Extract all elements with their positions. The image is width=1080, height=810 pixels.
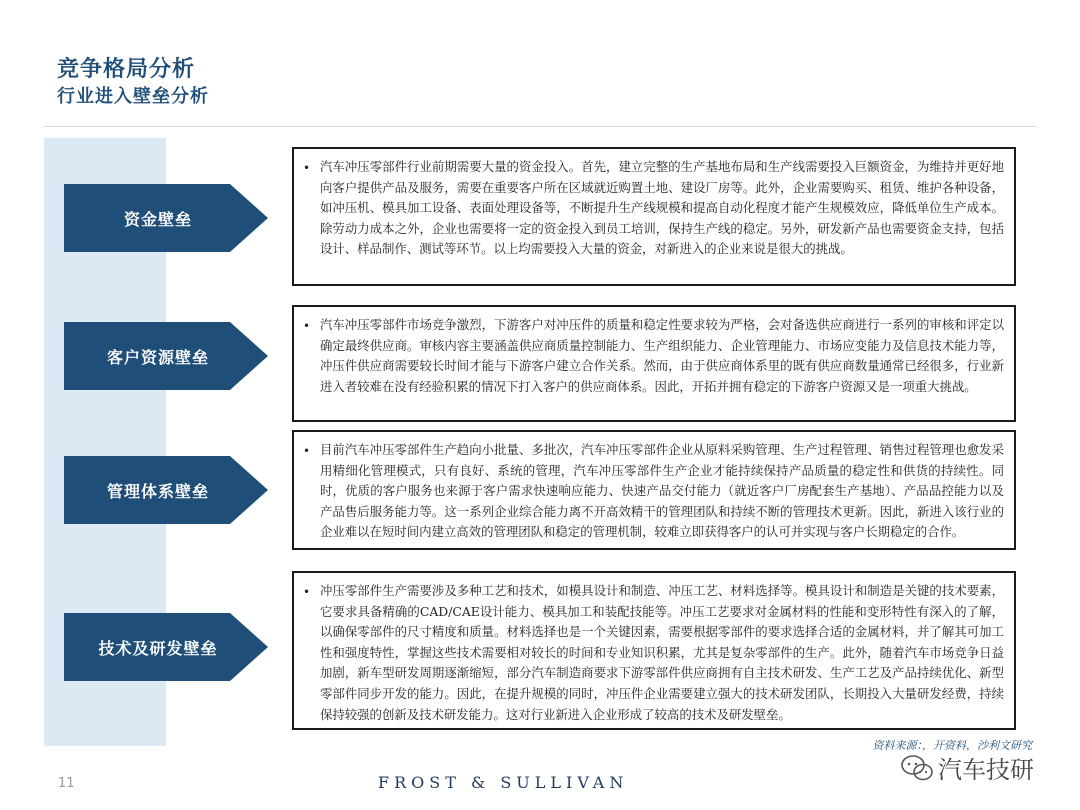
barrier-description-box xyxy=(292,147,1016,286)
barrier-description: 冲压零部件生产需要涉及多种工艺和技术，如模具设计和制造、冲压工艺、材料选择等。模具设计和制造是关键的技术要素，它要求具备精确的CAD/CAE设计能力、模具加工和装配技能等。冲压工艺要求对金属材料的性能和变形特性有深入的了解，以确保零部件的尺寸精度和质量。材料选择也是一个关键因素，需要根据零部件的要求选择合适的金属材料，并了解其可加工性和强度特性，掌握这些技术需要相对较长的时间和专业知识积累，尤其是复杂零部件的生产。此外，随着汽车市场竞争日益加剧，新车型研发周期逐渐缩短，部分汽车制造商要求下游零部件供应商拥有自主技术研发、生产工艺及产品持续优化、新型零部件同步开发的能力。因此，在提升规模的同时，冲压件企业需要建立强大的技术研发团队，长期投入大量研发经费，持续保持较强的创新及技术研发能力。这对行业新进入企业形成了较高的技术及研发壁垒。 xyxy=(320,583,1004,722)
barrier-description: 汽车冲压零部件行业前期需要大量的资金投入。首先，建立完整的生产基地布局和生产线需要投入巨额资金，为维持并更好地向客户提供产品及服务，需要在重要客户所在区域就近购置土地、建设厂房等。此外，企业需要购买、租赁、维护各种设备，如冲压机、模具加工设备、表面处理设备等，不断提升生产线规模和提高自动化程度才能产生规模效应，降低单位生产成本。除劳动力成本之外，企业也需要将一定的资金投入到员工培训，保持生产线的稳定。另外，研发新产品也需要资金支持，包括设计、样品制作、测试等环节。以上均需要投入大量的资金，对新进入的企业来说是很大的挑战。 xyxy=(320,159,1004,257)
wechat-icon xyxy=(900,754,934,782)
page-title: 竞争格局分析 xyxy=(57,56,196,82)
barrier-arrow xyxy=(64,456,268,524)
watermark-text: 汽车技研 xyxy=(938,756,1034,784)
page-subtitle: 行业进入壁垒分析 xyxy=(57,86,209,107)
bullet-icon: • xyxy=(303,585,311,599)
barrier-description-box xyxy=(292,430,1016,550)
barrier-description: 目前汽车冲压零部件生产趋向小批量、多批次，汽车冲压零部件企业从原料采购管理、生产过程管理、销售过程管理也愈发采用精细化管理模式，只有良好、系统的管理，汽车冲压零部件生产企业才能持续保持产品质量的稳定性和供货的持续性。同时，优质的客户服务也来源于客户需求快速响应能力、快速产品交付能力（就近客户厂房配套生产基地）、产品品控能力以及产品售后服务能力等。这一系列企业综合能力离不开高效精干的管理团队和持续不断的管理技术更新。因此，新进入该行业的企业难以在短时间内建立高效的管理团队和稳定的管理机制，较难立即获得客户的认可并实现与客户长期稳定的合作。 xyxy=(320,442,1004,540)
barrier-arrow xyxy=(64,322,268,390)
bullet-icon: • xyxy=(303,444,311,458)
barrier-description: 汽车冲压零部件市场竞争激烈，下游客户对冲压件的质量和稳定性要求较为严格，会对备选供应商进行一系列的审核和评定以确定最终供应商。审核内容主要涵盖供应商质量控制能力、生产组织能力、企业管理能力、市场应变能力及信息技术能力等，冲压件供应商需要较长时间才能与下游客户建立合作关系。然而，由于供应商体系里的既有供应商数量通常已经很多，行业新进入者较难在没有经验积累的情况下打入客户的供应商体系。因此，开拓并拥有稳定的下游客户资源又是一项重大挑战。 xyxy=(320,317,1004,394)
brand-logo-text: FROST & SULLIVAN xyxy=(378,773,629,792)
barrier-label: 管理体系壁垒 xyxy=(106,481,209,501)
bullet-icon: • xyxy=(303,161,311,175)
watermark xyxy=(900,750,1034,785)
barrier-label: 客户资源壁垒 xyxy=(106,347,209,367)
barrier-description-box xyxy=(292,571,1016,730)
bullet-icon: • xyxy=(303,319,311,333)
barrier-label: 技术及研发壁垒 xyxy=(98,638,218,658)
source-note: 资料来源：，开资料，沙利文研究 xyxy=(872,739,1032,752)
barrier-description-box xyxy=(292,305,1016,422)
barrier-arrow xyxy=(64,613,268,681)
barrier-label: 资金壁垒 xyxy=(123,209,192,229)
barrier-arrow xyxy=(64,184,268,252)
header-divider xyxy=(44,126,1036,127)
page-number: 11 xyxy=(58,776,75,791)
